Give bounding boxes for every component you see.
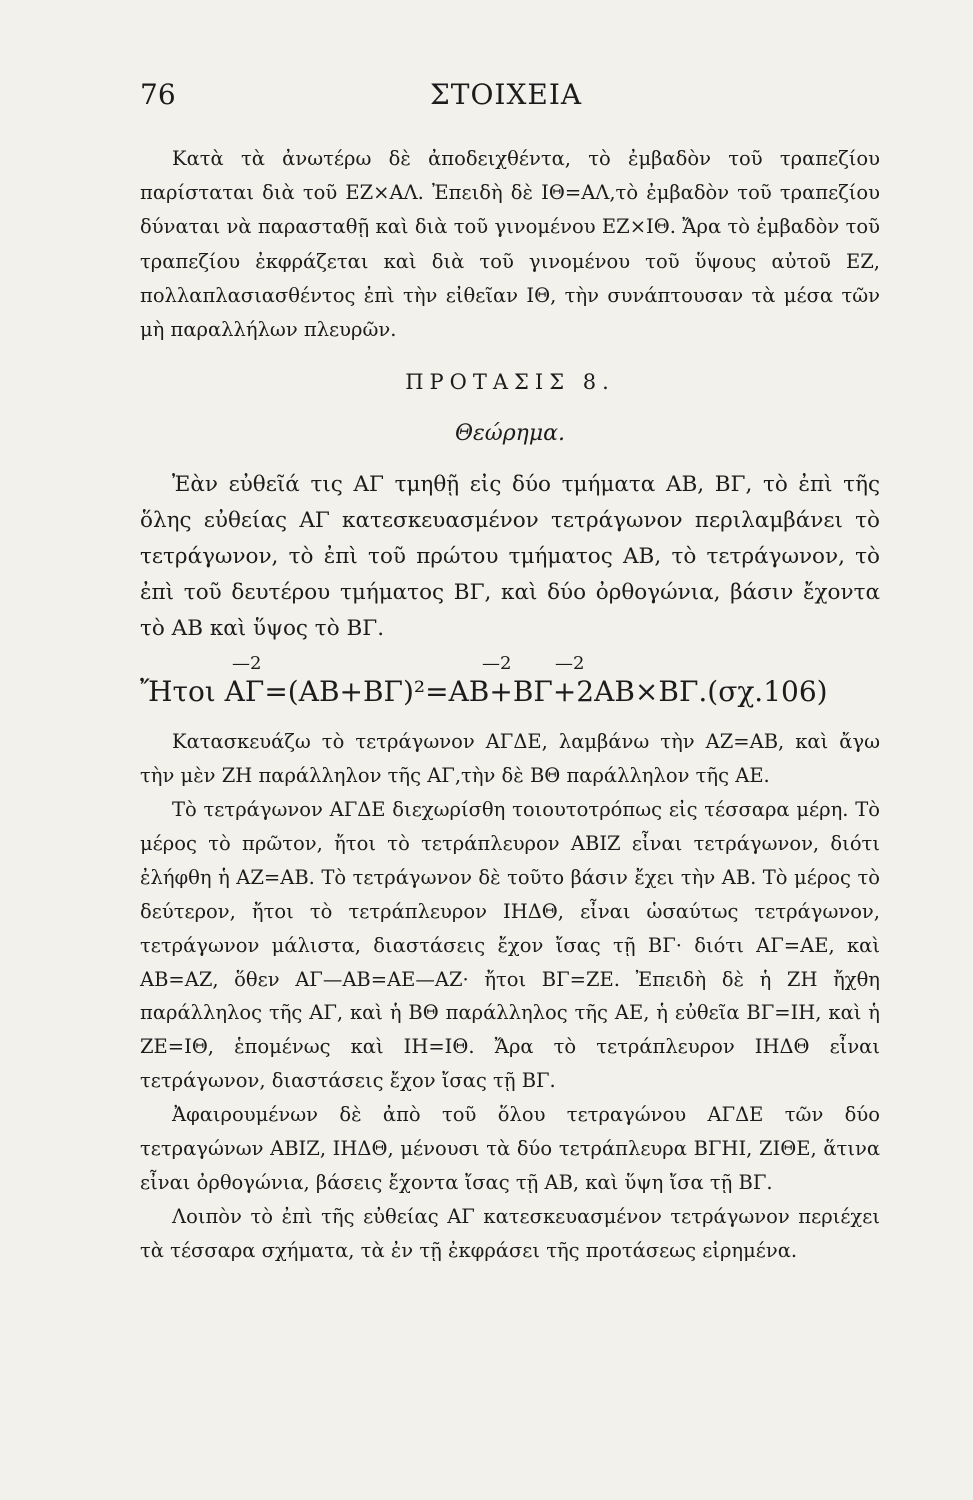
theorem-subheading: Θεώρημα. xyxy=(454,421,566,447)
proof-paragraph-1: Κατασκευάζω τὸ τετράγωνον ΑΓΔΕ, λαμβάνω τὴν ΑΖ=ΑΒ, καὶ ἄγω τὴν μὲν ΖΗ παράλληλον τῆς ΑΓ,τὴν δὲ ΒΘ παράλληλον τῆς ΑΕ. xyxy=(140,730,880,788)
theorem-formula xyxy=(140,653,880,721)
formula-overbar-ab: —2 xyxy=(482,653,512,675)
running-title: ΣΤΟΙΧΕΙΑ xyxy=(430,78,583,111)
page-body xyxy=(140,142,880,1268)
page-header xyxy=(140,78,880,118)
formula-expression: Ἤτοι ΑΓ=(ΑΒ+ΒΓ)²=ΑΒ+ΒΓ+2ΑΒ×ΒΓ.(σχ.106) xyxy=(140,675,828,709)
intro-paragraph: Κατὰ τὰ ἀνωτέρω δὲ ἀποδειχθέντα, τὸ ἐμβαδὸν τοῦ τραπεζίου παρίσταται διὰ τοῦ ΕΖ×ΑΛ. Ἐπειδὴ δὲ ΙΘ=ΑΛ,τὸ ἐμβαδὸν τοῦ τραπεζίου δύναται νὰ παρασταθῇ καὶ διὰ τοῦ γινομένου ΕΖ×ΙΘ. Ἄρα τὸ ἐμβαδὸν τοῦ τραπεζίου ἐκφράζεται καὶ διὰ τοῦ γινομένου τοῦ ὕψους αὐτοῦ ΕΖ, πολλαπλασιασθέντος ἐπὶ τὴν εἰθεῖαν ΙΘ, τὴν συνάπτουσαν τὰ μέσα τῶν μὴ παραλλήλων πλευρῶν. xyxy=(140,147,880,342)
proof-paragraph-2: Τὸ τετράγωνον ΑΓΔΕ διεχωρίσθη τοιουτοτρόπως εἰς τέσσαρα μέρη. Τὸ μέρος τὸ πρῶτον, ἤτοι τὸ τετράπλευρον ΑΒΙΖ εἶναι τετράγωνον, διότι ἐλήφθη ἡ ΑΖ=ΑΒ. Τὸ τετράγωνον δὲ τοῦτο βάσιν ἔχει τὴν ΑΒ. Τὸ μέρος τὸ δεύτερον, ἤτοι τὸ τετράπλευρον ΙΗΔΘ, εἶναι ὡσαύτως τετράγωνον, τετράγωνον μάλιστα, διαστάσεις ἔχον ἴσας τῇ ΒΓ· διότι ΑΓ=ΑΕ, καὶ ΑΒ=ΑΖ, ὅθεν ΑΓ—ΑΒ=ΑΕ—ΑΖ· ἤτοι ΒΓ=ΖΕ. Ἐπειδὴ δὲ ἡ ΖΗ ἤχθη παράλληλος τῆς ΑΓ, καὶ ἡ ΒΘ παράλληλος τῆς ΑΕ, ἡ εὐθεῖα ΒΓ=ΙΗ, καὶ ἡ ΖΕ=ΙΘ, ἑπομένως καὶ ΙΗ=ΙΘ. Ἄρα τὸ τετράπλευρον ΙΗΔΘ εἶναι τετράγωνον, διαστάσεις ἔχον ἴσας τῇ ΒΓ. xyxy=(140,798,880,1093)
theorem-statement: Ἐὰν εὐθεῖά τις ΑΓ τμηθῇ εἰς δύο τμήματα ΑΒ, ΒΓ, τὸ ἐπὶ τῆς ὅλης εὐθείας ΑΓ κατεσκευασμένον τετράγωνον περιλαμβάνει τὸ τετράγωνον, τὸ ἐπὶ τοῦ πρώτου τμήματος ΑΒ, τὸ τετράγωνον, τὸ ἐπὶ τοῦ δευτέρου τμήματος ΒΓ, καὶ δύο ὀρθογώνια, βάσιν ἔχοντα τὸ ΑΒ καὶ ὕψος τὸ ΒΓ. xyxy=(140,472,880,642)
proposition-heading: ΠΡΟΤΑΣΙΣ 8. xyxy=(405,370,615,395)
proof-paragraph-4: Λοιπὸν τὸ ἐπὶ τῆς εὐθείας ΑΓ κατεσκευασμένον τετράγωνον περιέχει τὰ τέσσαρα σχήματα, τὰ ἐν τῇ ἐκφράσει τῆς προτάσεως εἰρημένα. xyxy=(140,1204,880,1262)
formula-overbar-bg: —2 xyxy=(555,653,585,675)
formula-overbar-ag: —2 xyxy=(232,653,262,675)
proof-paragraph-3: Ἀφαιρουμένων δὲ ἀπὸ τοῦ ὅλου τετραγώνου ΑΓΔΕ τῶν δύο τετραγώνων ΑΒΙΖ, ΙΗΔΘ, μένουσι τὰ δύο τετράπλευρα ΒΓΗΙ, ΖΙΘΕ, ἅτινα εἶναι ὀρθογώνια, βάσεις ἔχοντα ἴσας τῇ ΑΒ, καὶ ὕψη ἴσα τῇ ΒΓ. xyxy=(140,1103,880,1194)
page-number: 76 xyxy=(140,78,176,111)
